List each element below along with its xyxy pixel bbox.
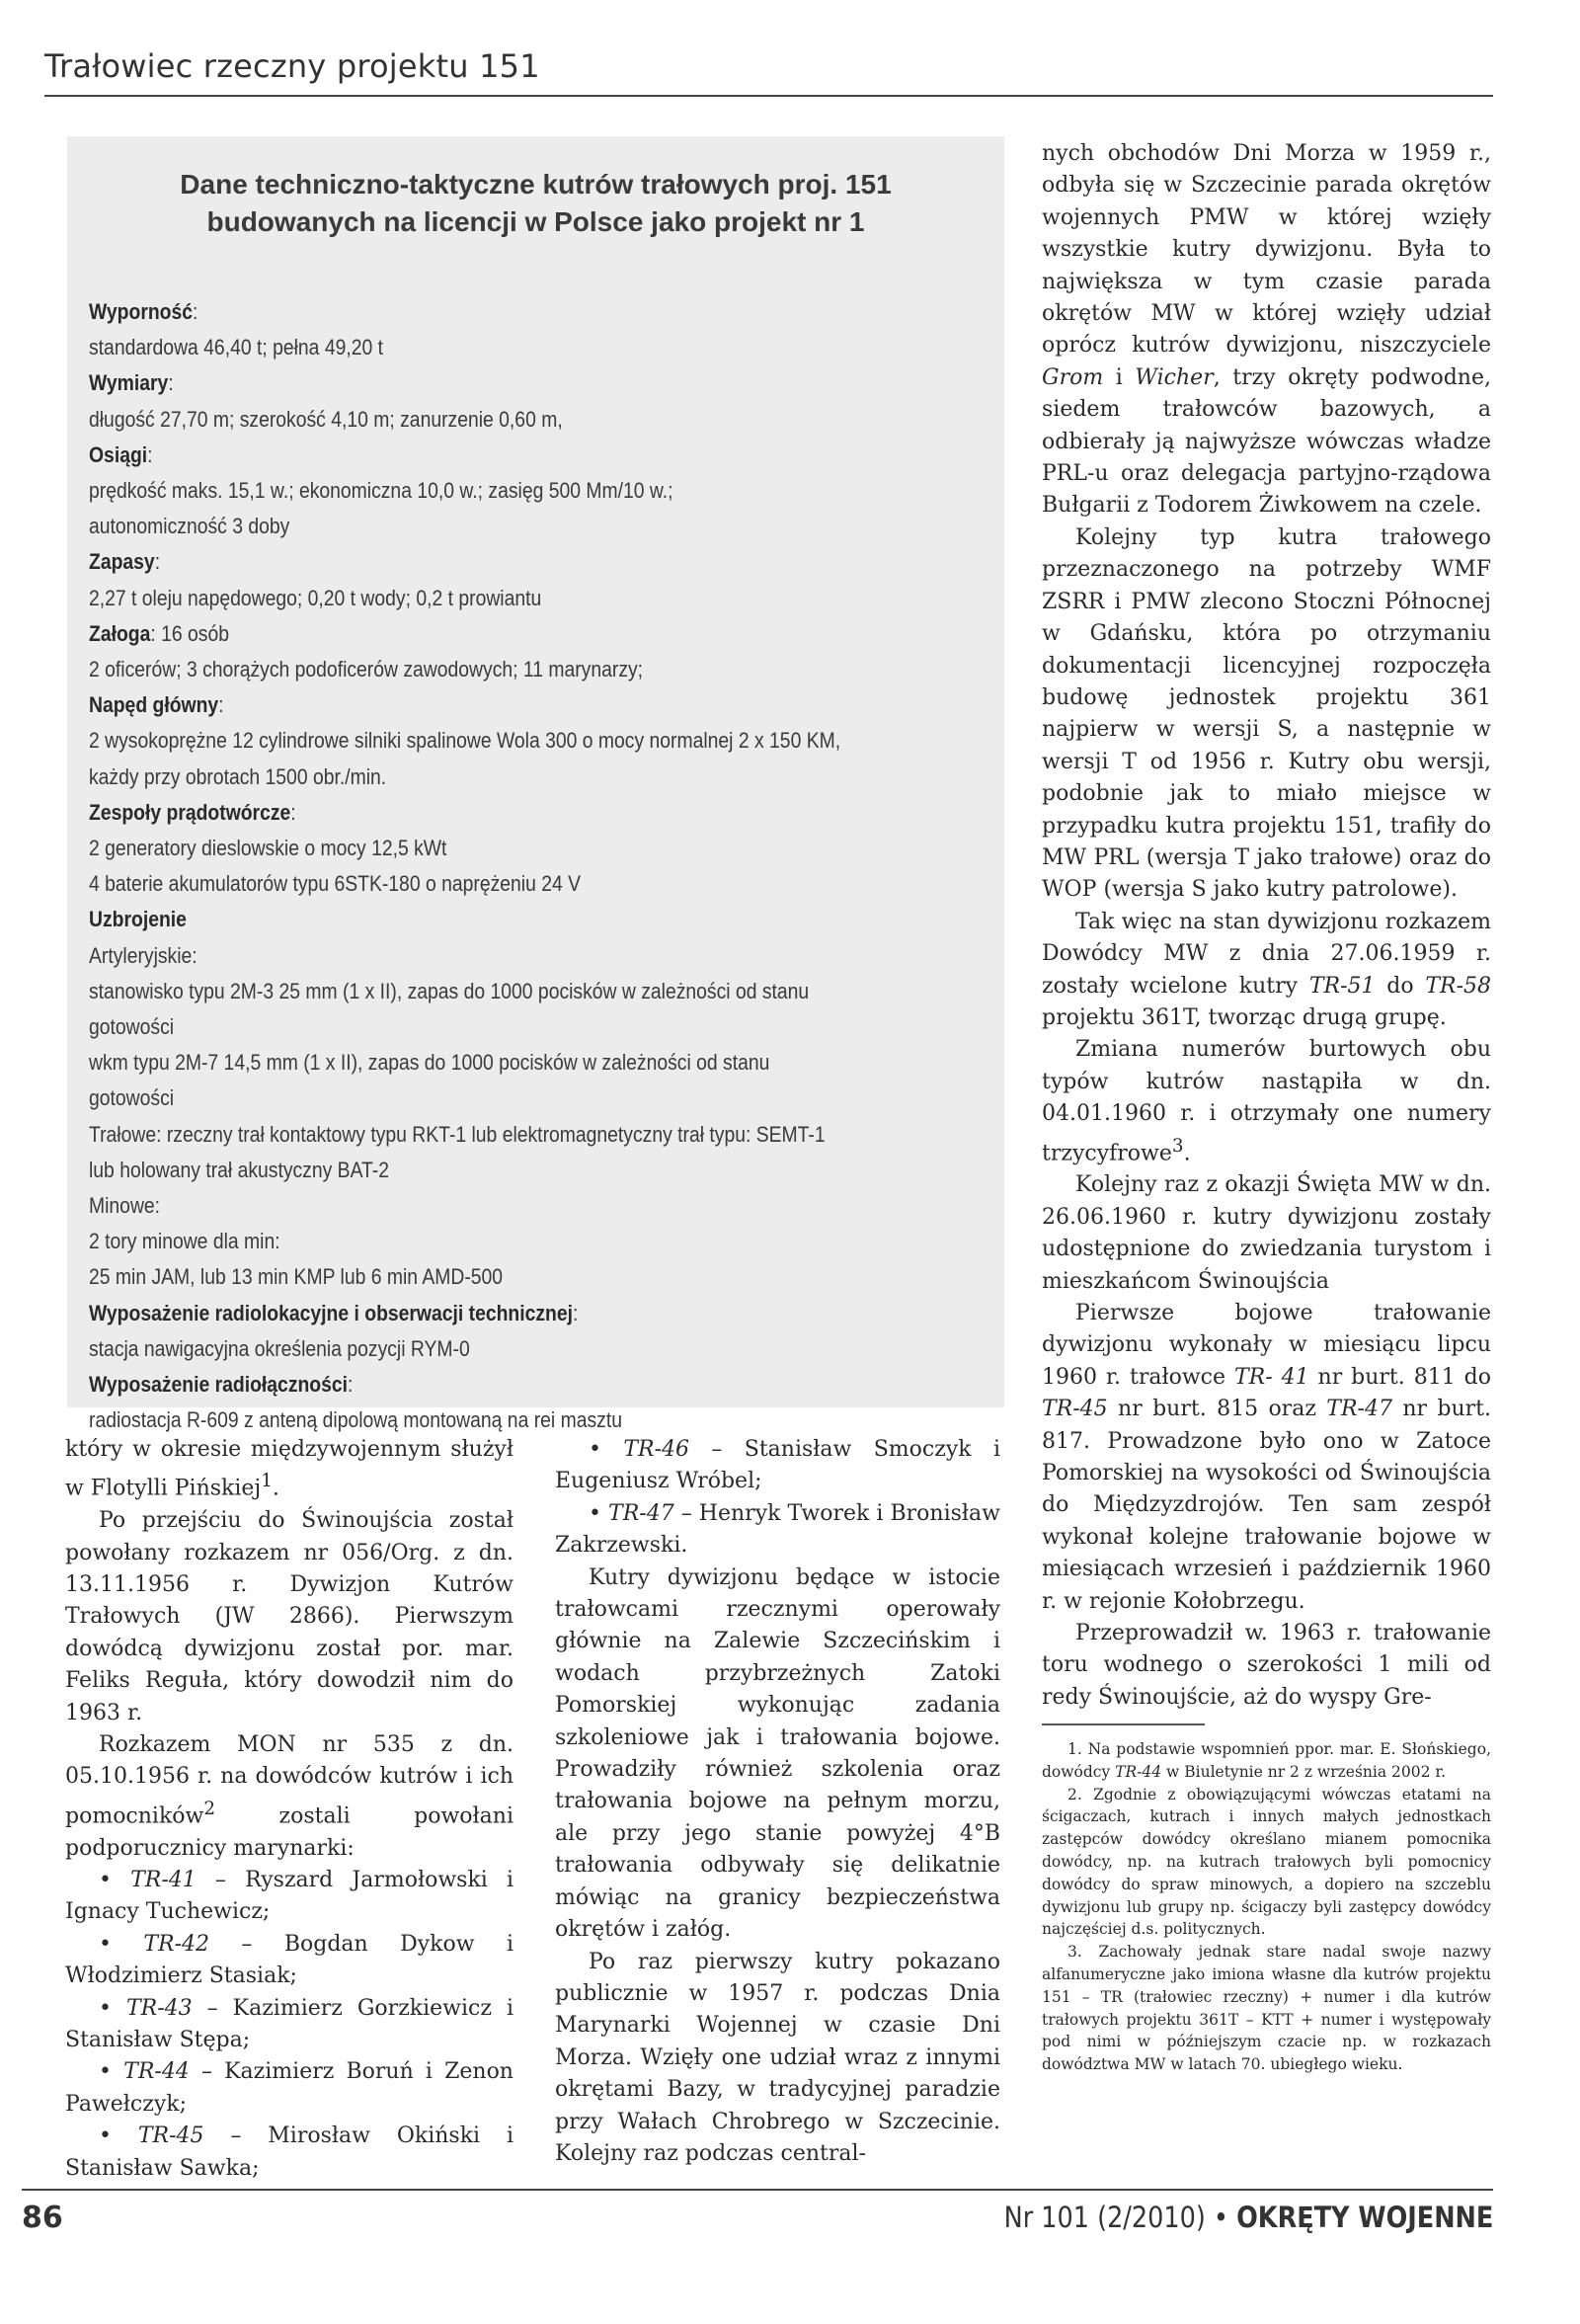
spec-section-heading [89, 687, 989, 723]
magazine-info [1003, 2201, 1493, 2234]
crew-list [555, 1434, 1000, 1563]
spec-line [89, 509, 989, 544]
footnote-text: 1. Na podstawie wspomnień ppor. mar. E. Słońskiego, dowódcy [1042, 1740, 1491, 1781]
paragraph-text: nr burt. 815 oraz [1107, 1397, 1327, 1422]
ship-name: TR-41 [130, 1867, 197, 1892]
spec-section-heading [89, 544, 989, 580]
crew-names: – Kazimierz Gorzkiewicz i Stanisław Stępa; [65, 1995, 514, 2052]
spec-value: stacja nawigacyjna określenia pozycji RYM-0 [89, 1335, 470, 1361]
spec-label: Wyposażenie radiołączności [89, 1372, 349, 1398]
paragraph-text: i [1103, 364, 1136, 390]
spec-value: radiostacja R-609 z anteną dipolową montowaną na rei masztu [89, 1407, 622, 1433]
bullet-icon: • [99, 1867, 131, 1892]
paragraph-text: nr burt. 817. Prowadzone było ono w Zatoce Pomorskiej na wysokości od Świnoujścia do Międzyzdrojów. Ten sam zespół wykonał kolejne trałowanie bojowe w miesiącach wrzesień i październik 1960 r. w rejonie Kołobrzegu. [1042, 1397, 1492, 1614]
spec-line [89, 581, 989, 616]
spec-value: autonomiczność 3 doby [89, 514, 290, 539]
spec-section-heading [89, 616, 989, 652]
footer-rule [22, 2189, 1493, 2191]
spec-value: każdy przy obrotach 1500 obr./min. [89, 763, 387, 789]
spec-value: 2,27 t oleju napędowego; 0,20 t wody; 0,2 t prowiantu [89, 585, 542, 610]
paragraph-text: projektu 361T, tworząc drugą grupę. [1042, 1004, 1447, 1030]
spec-section-heading [89, 365, 989, 401]
paragraph [1042, 907, 1491, 1035]
paragraph: Po przejściu do Świnoujścia został powołany rozkazem nr 056/Org. z dn. 13.11.1956 r. Dywizjon Kutrów Trałowych (JW 2866). Pierwszym dowódcą dywizjonu został por. mar. Feliks Reguła, który dowodził nim do 1963 r. [65, 1508, 514, 1725]
footnote-ref-3[interactable]: 3 [1171, 1135, 1184, 1157]
paragraph [65, 1729, 514, 1865]
bullet-icon: • [99, 1995, 126, 2021]
bullet-separator: • [1205, 2201, 1236, 2234]
spec-value: : [193, 299, 198, 324]
paragraph-text: Rozkazem MON nr 535 z dn. 05.10.1956 r. na dowódców kutrów i ich pomocników [65, 1731, 514, 1829]
footnote-rule [1042, 1723, 1205, 1725]
ship-name: TR-46 [623, 1437, 690, 1462]
ship-name: TR-43 [125, 1995, 193, 2021]
paragraph: Kutry dywizjonu będące w istocie trałowcami rzecznymi operowały głównie na Zalewie Szczecińskim i wodach przybrzeżnych Zatoki Pomorskiej wykonując zadania szkoleniowe jak i trałowania bojowe. Prowadziły również szkolenia oraz trałowania bojowe na pełnym morzu, ale przy jego stanie powyżej 4°B trałowania odbywały się delikatnie mówiąc na granicy bezpieczeństwa okrętów i załóg. [555, 1564, 1000, 1943]
paragraph-text: . [272, 1476, 279, 1501]
ship-name: TR-42 [143, 1931, 210, 1957]
spec-value: lub holowany trał akustyczny BAT-2 [89, 1157, 390, 1182]
spec-line [89, 1331, 989, 1367]
list-item [65, 1929, 514, 1993]
footnote-1 [1042, 1738, 1491, 1784]
ship-name: TR-44 [1115, 1762, 1162, 1781]
paragraph [65, 1434, 514, 1505]
spec-value: Artyleryjskie: [89, 942, 198, 968]
spec-value: gotowości [89, 1085, 175, 1111]
spec-label: Napęd główny [89, 692, 219, 718]
spec-value: 2 oficerów; 3 chorążych podoficerów zawodowych; 11 marynarzy; [89, 657, 644, 682]
ship-name: TR-47 [608, 1500, 674, 1526]
paragraph [1042, 1298, 1491, 1618]
footnote-ref-1[interactable]: 1 [261, 1471, 273, 1492]
list-item [555, 1434, 1000, 1498]
spec-box-title-line2: budowanych na licencji w Polsce jako projekt nr 1 [206, 206, 865, 237]
spec-value: standardowa 46,40 t; pełna 49,20 t [89, 335, 384, 361]
ship-name: TR- 41 [1233, 1364, 1309, 1390]
spec-line [89, 1009, 989, 1045]
ship-name: Wicher [1135, 364, 1214, 390]
paragraph-text: Tak więc na stan dywizjonu rozkazem Dowódcy MW z dnia 27.06.1959 r. zostały wcielone kutry [1042, 909, 1491, 999]
spec-value: prędkość maks. 15,1 w.; ekonomiczna 10,0 w.; zasięg 500 Mm/10 w.; [89, 478, 673, 504]
spec-value: : 16 osób [150, 620, 229, 646]
spec-value: wkm typu 2M-7 14,5 mm (1 x II), zapas do 1000 pocisków w zależności od stanu [89, 1050, 770, 1076]
paragraph-text: który w okresie międzywojennym służył w Flotylli Pińskiej [65, 1437, 514, 1501]
spec-line [89, 1081, 989, 1116]
spec-value: stanowisko typu 2M-3 25 mm (1 x II), zapas do 1000 pocisków w zależności od stanu [89, 978, 810, 1003]
ship-name: Grom [1042, 364, 1104, 390]
spec-line [89, 760, 989, 795]
middle-column [555, 1434, 1000, 2170]
paragraph-text: . [1183, 1140, 1191, 1165]
paragraph-text: do [1375, 973, 1426, 999]
spec-line [89, 1045, 989, 1081]
spec-line [89, 938, 989, 974]
footnote-ref-2[interactable]: 2 [203, 1798, 216, 1819]
crew-names: – Mirosław Okiński i Stanisław Sawka; [65, 2124, 514, 2181]
spec-label: Wymiary [89, 370, 169, 396]
spec-value: Trałowe: rzeczny trał kontaktowy typu RKT-1 lub elektromagnetyczny trał typu: SEMT-1 [89, 1121, 826, 1147]
spec-box-title [67, 166, 1004, 241]
paragraph-text: nych obchodów Dni Morza w 1959 r., odbyła się w Szczecinie parada okrętów wojennych PMW w której wzięły wszystkie kutry dywizjonu. Była to największa w tym czasie parada okrętów MW w której wzięły udział oprócz kutrów dywizjonu, niszczyciele [1042, 141, 1491, 359]
spec-section-heading [89, 438, 989, 473]
spec-line [89, 1224, 989, 1259]
crew-list [65, 1865, 514, 2185]
ship-name: TR-58 [1425, 973, 1491, 999]
paragraph: Kolejny typ kutra trałowego przeznaczonego na potrzeby WMF ZSRR i PMW zlecono Stoczni Północnej w Gdańsku, która po otrzymaniu dokumentacji licencyjnej rozpoczęła budowę jednostek projektu 361 najpierw w wersji S, a następnie w wersji T od 1956 r. Kutry obu wersji, podobnie jak to miało miejsce w przypadku kutra projektu 151, trafiły do MW PRL (wersja T jako trałowe) oraz do WOP (wersja S jako kutry patrolowe). [1042, 524, 1491, 903]
spec-value: 2 wysokoprężne 12 cylindrowe silniki spalinowe Wola 300 o mocy normalnej 2 x 150 KM, [89, 728, 841, 754]
spec-line [89, 1259, 989, 1295]
bullet-icon: • [99, 2059, 124, 2085]
spec-value: 4 baterie akumulatorów typu 6STK-180 o naprężeniu 24 V [89, 871, 582, 897]
list-item [65, 2121, 514, 2185]
spec-line [89, 330, 989, 365]
spec-box [67, 136, 1004, 1433]
spec-value: długość 27,70 m; szerokość 4,10 m; zanurzenie 0,60 m, [89, 406, 563, 432]
header-rule [44, 95, 1493, 97]
spec-value: : [348, 1372, 354, 1398]
bullet-icon: • [589, 1500, 609, 1526]
spec-value: : [290, 799, 296, 825]
bullet-icon: • [99, 2124, 138, 2149]
right-column [1042, 138, 1491, 1714]
spec-label: Wyposażenie radiolokacyjne i obserwacji technicznej [89, 1300, 574, 1325]
bullet-icon: • [99, 1931, 144, 1957]
list-item [555, 1498, 1000, 1563]
paragraph-text: zostali powołani podporucznicy marynarki: [65, 1803, 514, 1861]
spec-line [89, 974, 989, 1009]
paragraph [1042, 1034, 1491, 1169]
list-item [65, 1865, 514, 1929]
crew-names: – Bogdan Dykow i Włodzimierz Stasiak; [65, 1931, 514, 1989]
spec-line [89, 866, 989, 902]
spec-label: Osiągi [89, 441, 148, 467]
paragraph-text: nr burt. 811 do [1308, 1364, 1491, 1390]
spec-section-heading [89, 1367, 989, 1402]
paragraph-text: Zmiana numerów burtowych obu typów kutrów nastąpiła w dn. 04.01.1960 r. i otrzymały one numery trzycyfrowe [1042, 1037, 1491, 1165]
spec-value: : [573, 1300, 579, 1325]
spec-section-heading [89, 1296, 989, 1331]
paragraph [1042, 138, 1491, 522]
ship-name: TR-51 [1308, 973, 1376, 999]
footnote-2: 2. Zgodnie z obowiązującymi wówczas etatami na ścigaczach, kutrach i innych małych jednostkach zastępców dowódcy określano mianem pomocnika dowódcy, np. na kutrach trałowych byli pomocnicy dowódcy do spraw minowych, a dopiero na szczeblu dywizjonu lub grupy np. ścigaczy byli zastępcy dowódcy najczęściej d.s. politycznych. [1042, 1785, 1491, 1939]
ship-name: TR-44 [123, 2059, 190, 2085]
ship-name: TR-45 [1042, 1397, 1108, 1422]
spec-value: 25 min JAM, lub 13 min KMP lub 6 min AMD-500 [89, 1264, 504, 1290]
footnote-3: 3. Zachowały jednak stare nadal swoje nazwy alfanumeryczne jako imiona własne dla kutrów projektu 151 – TR (trałowiec rzeczny) + numer i dla kutrów trałowych projektu 361T – KTT + numer i występowały pod nimi w późniejszym czacie np. w rozkazach dowództwa MW w latach 70. ubiegłego wieku. [1042, 1943, 1491, 2074]
bullet-icon: • [589, 1437, 624, 1462]
running-title: Trałowiec rzeczny projektu 151 [44, 47, 540, 85]
footnote-text: w Biuletynie nr 2 z września 2002 r. [1161, 1762, 1447, 1781]
spec-box-body [89, 294, 989, 1439]
spec-line [89, 1188, 989, 1224]
paragraph: Przeprowadził w. 1963 r. trałowanie toru wodnego o szerokości 1 mili od redy Świnoujście, aż do wyspy Gre- [1042, 1621, 1491, 1710]
paragraph-text: , trzy okręty podwodne, siedem trałowców bazowych, a odbierały ją najwyższe wówczas władze PRL-u oraz delegacja partyjno-rządowa Bułgarii z Todorem Żiwkowem na czele. [1042, 364, 1491, 519]
spec-label: Wyporność [89, 299, 194, 324]
magazine-title: OKRĘTY WOJENNE [1235, 2201, 1493, 2234]
ship-name: TR-45 [137, 2124, 204, 2149]
crew-names: – Kazimierz Boruń i Zenon Pawełczyk; [65, 2059, 514, 2117]
spec-line [89, 1117, 989, 1153]
spec-section-heading [89, 795, 989, 831]
paragraph-text: Pierwsze bojowe trałowanie dywizjonu wykonały w miesiącu lipcu 1960 r. trałowce [1042, 1300, 1491, 1390]
spec-value: : [218, 692, 224, 718]
spec-line [89, 1153, 989, 1188]
issue-number: Nr 101 (2/2010) [1003, 2201, 1206, 2234]
spec-label: Uzbrojenie [89, 907, 187, 932]
list-item [65, 2056, 514, 2121]
spec-value: : [154, 549, 161, 575]
crew-names: – Henryk Tworek i Bronisław Zakrzewski. [555, 1500, 1000, 1559]
spec-value: 2 generatory dieslowskie o mocy 12,5 kWt [89, 836, 447, 861]
spec-label: Załoga [89, 620, 151, 646]
list-item [65, 1993, 514, 2057]
spec-label: Zapasy [89, 549, 155, 575]
spec-box-title-line1: Dane techniczno-taktyczne kutrów trałowych proj. 151 [180, 169, 892, 200]
spec-line [89, 723, 989, 759]
crew-names: – Stanisław Smoczyk i Eugeniusz Wróbel; [555, 1437, 1000, 1494]
paragraph: Kolejny raz z okazji Święta MW w dn. 26.06.1960 r. kutry dywizjonu zostały udostępnione do zwiedzania turystom i mieszkańcom Świnoujścia [1042, 1172, 1491, 1294]
ship-name: TR-47 [1326, 1397, 1392, 1422]
spec-line [89, 652, 989, 687]
left-column [65, 1434, 514, 2185]
page-number: 86 [22, 2201, 63, 2235]
spec-value: 2 tory minowe dla min: [89, 1229, 280, 1254]
spec-line [89, 831, 989, 866]
spec-line [89, 402, 989, 438]
spec-value: Minowe: [89, 1193, 161, 1219]
paragraph: Po raz pierwszy kutry pokazano publicznie w 1957 r. podczas Dnia Marynarki Wojennej w czasie Dni Morza. Wzięły one udział wraz z innymi okrętami Bazy, w tradycyjnej paradzie przy Wałach Chrobrego w Szczecinie. Kolejny raz podczas central- [555, 1949, 1000, 2166]
crew-names: – Ryszard Jarmołowski i Ignacy Tuchewicz; [65, 1867, 514, 1925]
spec-section-heading [89, 902, 989, 937]
spec-label: Zespoły prądotwórcze [89, 799, 291, 825]
spec-line [89, 473, 989, 509]
spec-value: : [147, 441, 153, 467]
spec-value: gotowości [89, 1014, 175, 1040]
spec-section-heading [89, 294, 989, 330]
spec-value: : [168, 370, 174, 396]
footnotes [1042, 1738, 1491, 2076]
